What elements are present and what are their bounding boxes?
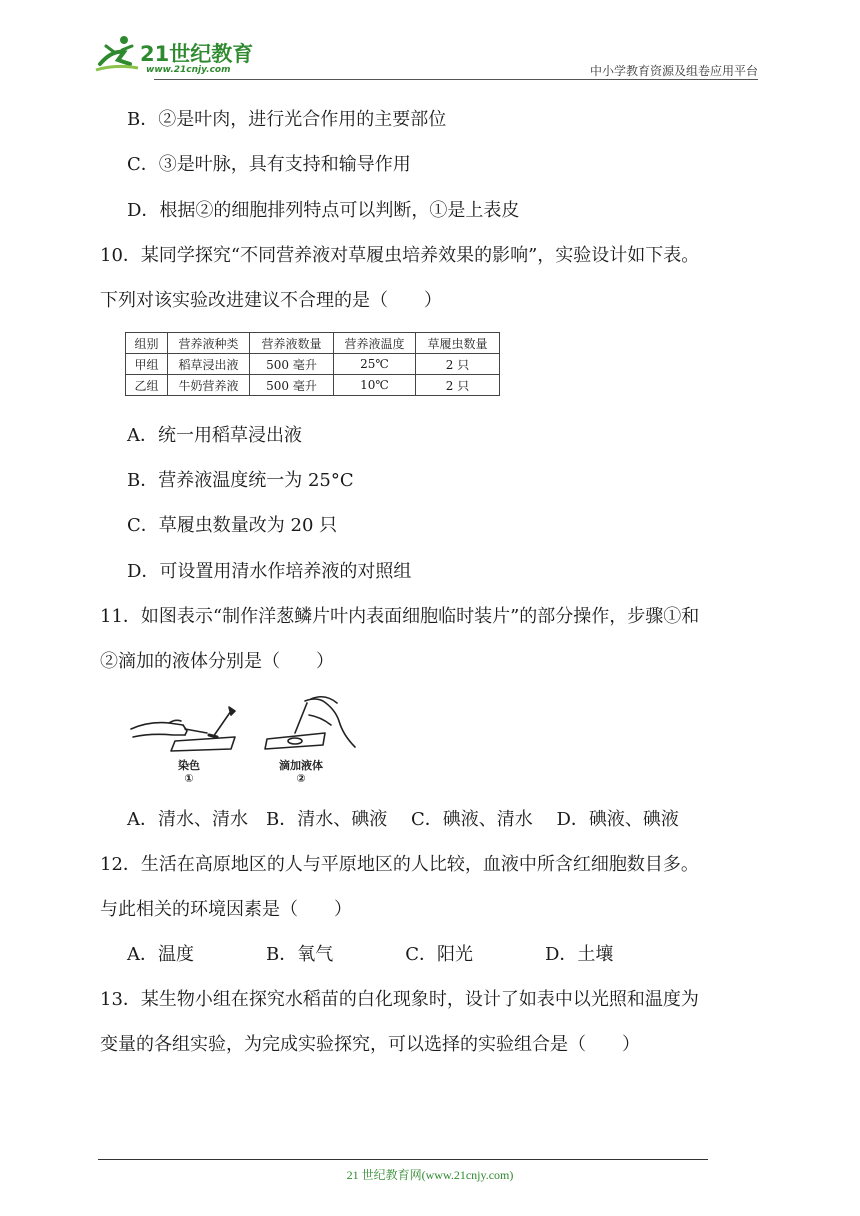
- logo-url: www.21cnjy.com: [146, 65, 231, 75]
- q10-option-d: D．可设置用清水作培养液的对照组: [127, 561, 412, 582]
- q13-stem-line2: 变量的各组实验，为完成实验探究，可以选择的实验组合是（ ）: [100, 1034, 640, 1055]
- table-row: [126, 375, 500, 396]
- table-row: [126, 354, 500, 375]
- figure-label-2: 滴加液体: [279, 759, 323, 772]
- q10-option-a: A．统一用稻草浸出液: [127, 425, 302, 446]
- figure-number-2: ②: [296, 772, 306, 785]
- table-header-row: [126, 333, 500, 354]
- table-cell: 牛奶营养液: [168, 375, 250, 396]
- footer-text[interactable]: 21 世纪教育网(www.21cnjy.com): [346, 1168, 514, 1182]
- header-tagline: 中小学教育资源及组卷应用平台: [589, 64, 758, 78]
- table-header-cell: 草履虫数量: [416, 333, 500, 354]
- q12-options: A．温度 B．氧气 C．阳光 D．土壤: [127, 944, 614, 965]
- table-cell: 500 毫升: [250, 354, 334, 375]
- table-header-cell: 营养液数量: [250, 333, 334, 354]
- table-cell: 500 毫升: [250, 375, 334, 396]
- q9-option-b: B．②是叶肉，进行光合作用的主要部位: [127, 109, 447, 130]
- q12-stem-line2: 与此相关的环境因素是（ ）: [100, 899, 352, 920]
- table-cell: 25℃: [334, 354, 416, 375]
- table-cell: 2 只: [416, 354, 500, 375]
- page-header: [94, 30, 758, 80]
- table-cell: 2 只: [416, 375, 500, 396]
- table-header-cell: 营养液温度: [334, 333, 416, 354]
- q11-options: A．清水、清水 B．清水、碘液 C．碘液、清水 D．碘液、碘液: [127, 809, 679, 830]
- slide-procedure-illustration: [125, 695, 365, 759]
- q10-stem-line1: 10．某同学探究“不同营养液对草履虫培养效果的影响”，实验设计如下表。: [100, 245, 700, 266]
- table-cell: 稻草浸出液: [168, 354, 250, 375]
- table-header-cell: 营养液种类: [168, 333, 250, 354]
- footer-divider: [98, 1159, 708, 1160]
- table-cell: 甲组: [126, 354, 168, 375]
- q10-experiment-table: [125, 332, 500, 396]
- figure-number-1: ①: [184, 772, 194, 785]
- q10-stem-line2: 下列对该实验改进建议不合理的是（ ）: [100, 290, 442, 311]
- runner-logo-icon: [94, 34, 140, 74]
- q10-option-b: B．营养液温度统一为 25°C: [127, 470, 354, 491]
- table-header-cell: 组别: [126, 333, 168, 354]
- site-logo[interactable]: [94, 30, 264, 78]
- header-divider: [154, 79, 758, 80]
- figure-label-1: 染色: [178, 759, 200, 772]
- q11-stem-line2: ②滴加的液体分别是（ ）: [100, 651, 334, 672]
- q9-option-c: C．③是叶脉，具有支持和输导作用: [127, 154, 411, 175]
- q12-stem-line1: 12．生活在高原地区的人与平原地区的人比较，血液中所含红细胞数目多。: [100, 854, 699, 875]
- q13-stem-line1: 13．某生物小组在探究水稻苗的白化现象时，设计了如表中以光照和温度为: [100, 989, 699, 1010]
- q11-figure: [125, 695, 365, 795]
- table-cell: 10℃: [334, 375, 416, 396]
- table-cell: 乙组: [126, 375, 168, 396]
- q11-stem-line1: 11．如图表示“制作洋葱鳞片叶内表面细胞临时装片”的部分操作，步骤①和: [100, 606, 700, 627]
- q9-option-d: D．根据②的细胞排列特点可以判断，①是上表皮: [127, 200, 520, 221]
- q10-option-c: C．草履虫数量改为 20 只: [127, 515, 338, 536]
- logo-text: 21世纪教育: [140, 42, 254, 66]
